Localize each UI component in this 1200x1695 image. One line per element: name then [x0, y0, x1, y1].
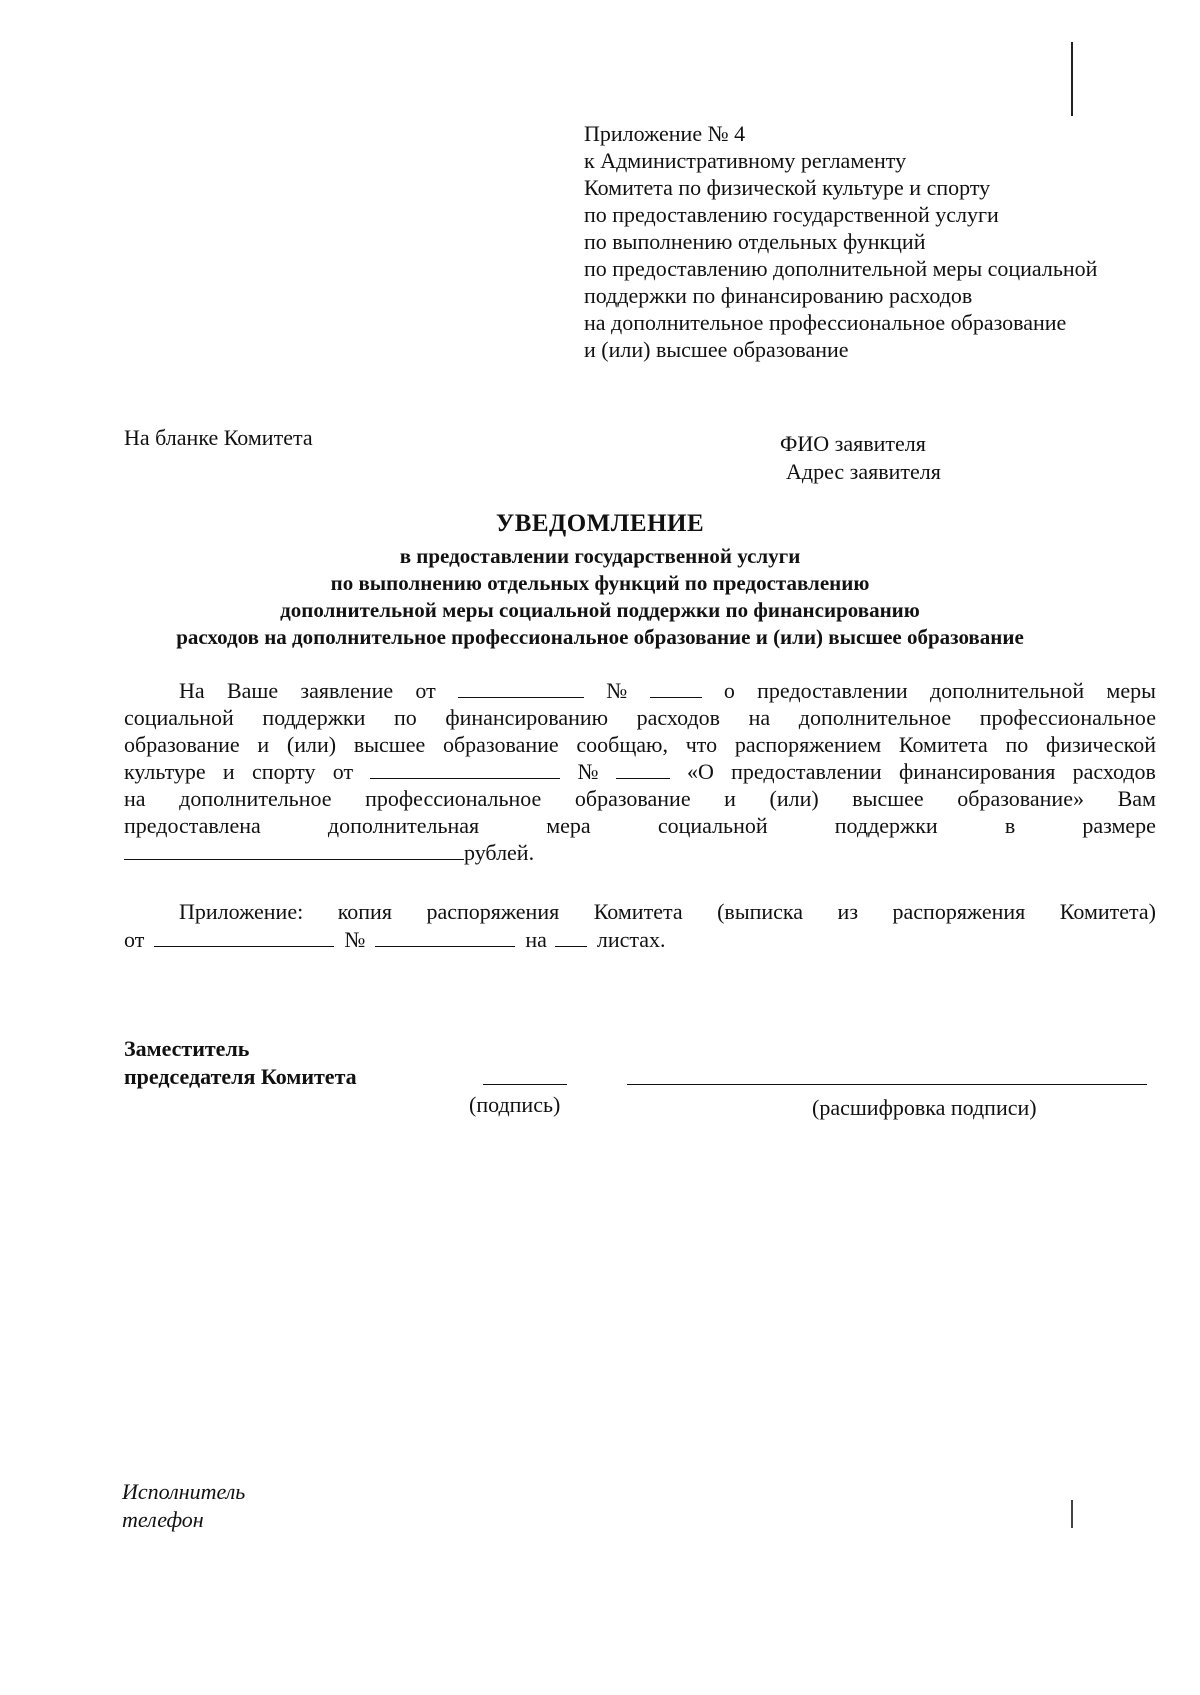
attachment-number-blank	[375, 926, 515, 947]
body-word: предоставлена	[124, 813, 261, 838]
body-word: дополнительное	[179, 786, 332, 811]
body-line-3	[124, 731, 1156, 758]
body-word: распоряжением	[734, 732, 882, 757]
body-word: о	[723, 678, 735, 703]
body-line-2	[124, 704, 1156, 731]
body-word: образование»	[957, 786, 1084, 811]
body-word: размере	[1082, 813, 1156, 838]
scan-edge-mark-top	[1071, 42, 1073, 116]
appendix-line: и (или) высшее образование	[584, 337, 849, 362]
body-word: дополнительное	[798, 705, 952, 730]
body-word: расходов	[636, 705, 721, 730]
signatory-position	[124, 1035, 357, 1091]
letterhead-note: На бланке Комитета	[124, 425, 313, 450]
executor-phone-label: телефон	[122, 1507, 204, 1532]
signatory-position-line: председателя Комитета	[124, 1064, 357, 1089]
body-word: и	[222, 759, 235, 784]
application-date-blank	[458, 677, 584, 698]
attachment-word: от	[124, 927, 145, 952]
subtitle-line: в предоставлении государственной услуги	[399, 544, 801, 568]
attachment-line-1	[124, 898, 1156, 926]
attachment-word: листах.	[596, 927, 666, 952]
body-word: финансированию	[445, 705, 609, 730]
appendix-line: к Административному регламенту	[584, 148, 907, 173]
body-word: (или)	[286, 732, 337, 757]
body-word: профессиональное	[365, 786, 542, 811]
signature-line	[483, 1084, 567, 1085]
body-word: (или)	[769, 786, 819, 811]
body-word: поддержки	[834, 813, 938, 838]
body-word: меры	[1106, 678, 1156, 703]
body-word: «О	[687, 759, 714, 784]
body-line-1	[124, 677, 1156, 704]
body-word: и	[257, 732, 270, 757]
body-word: образование	[124, 732, 240, 757]
signature-decode-caption: (расшифровка подписи)	[812, 1095, 1037, 1120]
body-word: что	[685, 732, 718, 757]
attachment-word: распоряжения	[892, 899, 1026, 924]
notification-body	[124, 677, 1156, 866]
signatory-position-line: Заместитель	[124, 1036, 250, 1061]
body-word: образование	[442, 732, 559, 757]
attachment-word: из	[837, 899, 859, 924]
addressee-block	[780, 430, 941, 486]
body-line-4	[124, 758, 1156, 785]
body-word: №	[606, 678, 628, 703]
order-number-blank	[616, 758, 670, 779]
attachment-word: Приложение:	[179, 899, 304, 924]
attachment-word: копия	[337, 899, 392, 924]
addressee-address: Адрес заявителя	[786, 459, 941, 484]
body-word: дополнительная	[327, 813, 480, 838]
body-word: на	[748, 705, 771, 730]
body-word: спорту	[251, 759, 316, 784]
attachment-word: Комитета)	[1059, 899, 1156, 924]
body-word: поддержки	[262, 705, 366, 730]
body-word: сообщаю,	[576, 732, 668, 757]
appendix-line: поддержки по финансированию расходов	[584, 283, 973, 308]
body-word: рублей.	[464, 840, 535, 865]
attachment-word: на	[525, 927, 547, 952]
appendix-line: Приложение № 4	[584, 121, 746, 146]
appendix-line: на дополнительное профессиональное образование	[584, 310, 1067, 335]
body-word: заявление	[300, 678, 394, 703]
attachment-pages-blank	[555, 926, 587, 947]
body-line-5	[124, 785, 1156, 812]
executor-block	[122, 1478, 245, 1534]
body-word: профессиональное	[979, 705, 1156, 730]
body-word: Вам	[1117, 786, 1156, 811]
attachment-word: (выписка	[717, 899, 804, 924]
appendix-line: Комитета по физической культуре и спорту	[584, 175, 991, 200]
order-date-blank	[370, 758, 560, 779]
subtitle-line: дополнительной меры социальной поддержки по финансированию	[280, 598, 920, 622]
executor-label: Исполнитель	[122, 1479, 246, 1504]
signature-decode-line	[627, 1084, 1147, 1085]
application-number-blank	[650, 677, 702, 698]
body-word: финансирования	[898, 759, 1056, 784]
body-word: высшее	[852, 786, 924, 811]
body-word: образование	[574, 786, 691, 811]
body-word: №	[577, 759, 599, 784]
body-word: социальной	[124, 705, 234, 730]
signature-caption: (подпись)	[469, 1092, 561, 1117]
body-word: мера	[546, 813, 591, 838]
attachment-word: Комитета	[593, 899, 683, 924]
body-word: На	[179, 678, 205, 703]
body-line-7	[124, 839, 1156, 866]
body-word: от	[415, 678, 436, 703]
body-word: и	[724, 786, 736, 811]
body-word: физической	[1045, 732, 1156, 757]
body-word: в	[1004, 813, 1016, 838]
attachment-word: №	[344, 927, 366, 952]
body-word: на	[124, 786, 146, 811]
body-word: по	[1005, 732, 1029, 757]
scan-edge-mark-bottom	[1071, 1500, 1073, 1528]
body-word: от	[332, 759, 354, 784]
body-word: Комитета	[898, 732, 988, 757]
body-word: социальной	[657, 813, 768, 838]
appendix-line: по выполнению отдельных функций	[584, 229, 926, 254]
document-title: УВЕДОМЛЕНИЕ	[495, 510, 705, 537]
appendix-line: по предоставлению дополнительной меры социальной	[584, 256, 1098, 281]
subtitle-line: по выполнению отдельных функций по предоставлению	[330, 571, 870, 595]
body-word: дополнительной	[929, 678, 1085, 703]
attachment-line-2	[124, 926, 1156, 954]
body-word: высшее	[353, 732, 426, 757]
body-word: предоставлении	[731, 759, 882, 784]
document-subtitle	[0, 543, 1200, 651]
attachment-word: распоряжения	[426, 899, 560, 924]
subtitle-line: расходов на дополнительное профессиональное образование и (или) высшее образование	[176, 625, 1024, 649]
body-word: по	[393, 705, 417, 730]
amount-blank	[124, 839, 464, 860]
body-word: расходов	[1072, 759, 1156, 784]
attachment-note	[124, 898, 1156, 954]
appendix-line: по предоставлению государственной услуги	[584, 202, 999, 227]
body-word: Ваше	[226, 678, 279, 703]
body-word: культуре	[124, 759, 206, 784]
attachment-date-blank	[154, 926, 334, 947]
body-word: предоставлении	[757, 678, 908, 703]
addressee-name: ФИО заявителя	[780, 431, 926, 456]
appendix-header	[584, 120, 1184, 363]
body-line-6	[124, 812, 1156, 839]
